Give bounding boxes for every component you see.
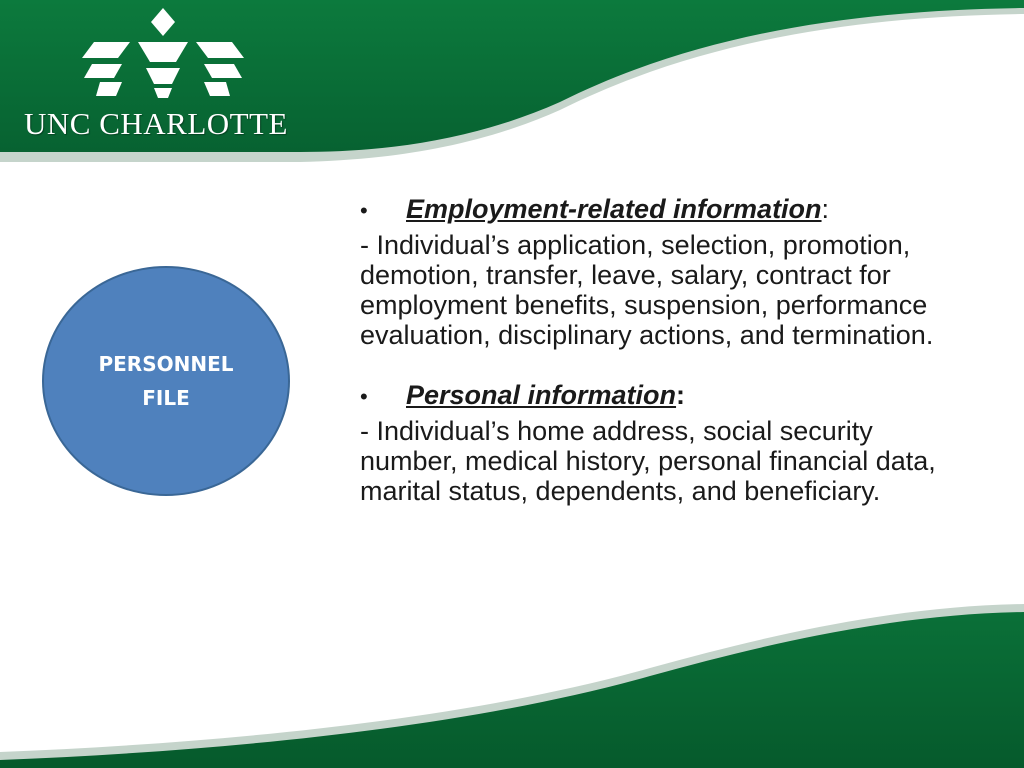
section-title: Employment-related information [406,194,822,224]
circle-label [91,347,241,415]
logo-wordmark: UNC CHARLOTTE [24,106,288,141]
section-personal [360,380,960,506]
bullet-heading [360,380,960,412]
section-title-punct: : [821,194,830,224]
personnel-file-circle [42,266,290,496]
bullet-icon: • [360,198,368,223]
section-description: - Individual’s application, selection, promotion, demotion, transfer, leave, salary, contract for employment benefits, suspension, performance evaluation, disciplinary actions, and termination. [360,230,934,350]
circle-label-line1: PERSONNEL [98,352,234,376]
section-title-punct: : [676,380,686,410]
section-description: - Individual’s home address, social security number, medical history, personal financial data, marital status, dependents, and beneficiary. [360,416,936,506]
content-body [360,194,960,536]
unc-charlotte-logo [10,6,320,146]
circle-label-line2: FILE [142,386,190,410]
section-title: Personal information [406,380,677,410]
bullet-icon: • [360,384,368,409]
crown-icon [10,6,320,106]
bullet-heading [360,194,960,226]
section-employment [360,194,960,350]
